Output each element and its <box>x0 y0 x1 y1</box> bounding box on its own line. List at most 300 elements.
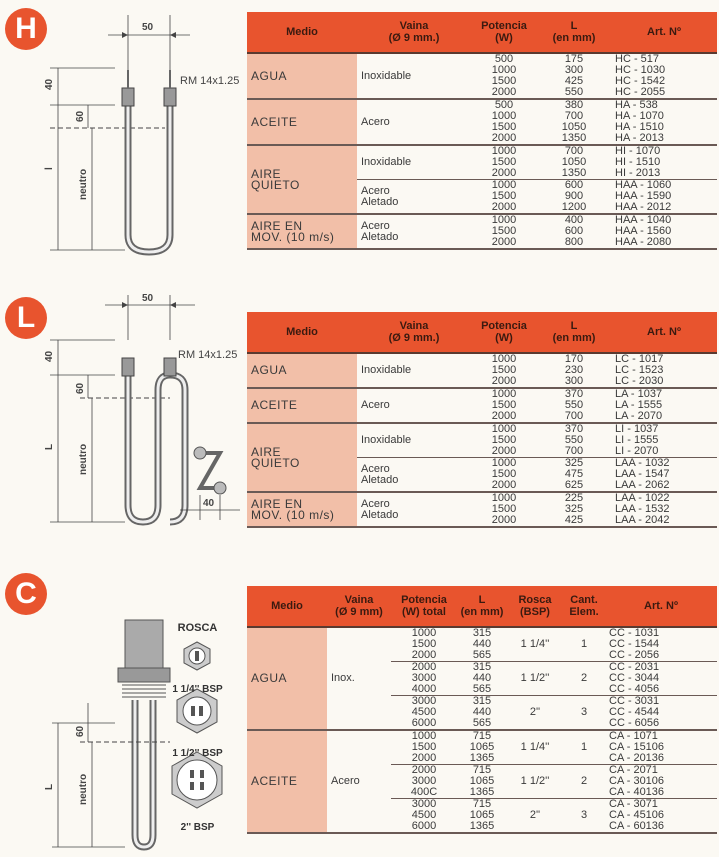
medio-label-line: MOV. (10 m/s) <box>251 507 335 522</box>
article-number-line: LC - 2030 <box>615 375 664 387</box>
article-number <box>615 424 713 457</box>
article-number-line: CC - 3031 <box>609 695 660 707</box>
vaina-label-line: Inoxidable <box>361 434 412 446</box>
potencia-cell <box>471 180 537 215</box>
article-cell <box>611 180 717 215</box>
vaina-label <box>361 71 467 82</box>
length-value-line: 475 <box>564 468 584 480</box>
article-cell <box>611 53 717 99</box>
potencia-value <box>395 628 453 661</box>
article-number-line: HAA - 2012 <box>615 201 672 213</box>
length-value <box>541 215 607 248</box>
rosca-cell: 1 1/4'' <box>507 627 563 662</box>
article-number-line: CC - 6056 <box>609 717 660 729</box>
length-value-line: 440 <box>472 706 492 718</box>
medio-label-line: AIRE EN <box>251 496 303 511</box>
section-c <box>0 560 719 857</box>
vaina-label <box>361 464 467 486</box>
article-number-line: CA - 20136 <box>609 752 665 764</box>
length-cell <box>537 53 611 99</box>
article-number-line: HAA - 1560 <box>615 225 672 237</box>
article-number-line: LC - 1017 <box>615 353 664 365</box>
article-number-line: HA - 1070 <box>615 110 664 122</box>
article-number-line: LAA - 2042 <box>615 514 670 526</box>
length-value-line: 1200 <box>561 201 587 213</box>
medio-label-line: AIRE EN <box>251 218 303 233</box>
potencia-value <box>395 799 453 832</box>
length-cell <box>537 388 611 423</box>
rosca-cell: 2'' <box>507 696 563 731</box>
quantity-cell: 3 <box>563 799 605 834</box>
potencia-value <box>475 458 533 491</box>
length-value-line: 325 <box>564 457 584 469</box>
article-cell <box>605 765 717 799</box>
length-value-line: 700 <box>564 145 584 157</box>
vaina-cell <box>357 388 471 423</box>
article-number-line: HA - 538 <box>615 99 658 111</box>
article-number-line: CA - 2071 <box>609 764 658 776</box>
section-h <box>0 0 719 285</box>
dim-gap: 60 <box>75 725 86 737</box>
length-value-line: 1365 <box>469 752 495 764</box>
article-cell <box>611 353 717 388</box>
potencia-value-line: 1000 <box>411 627 437 639</box>
vaina-cell <box>357 214 471 249</box>
length-cell <box>537 353 611 388</box>
article-cell <box>605 662 717 696</box>
article-number-line: CA - 15106 <box>609 741 665 753</box>
potencia-value <box>475 424 533 457</box>
vaina-cell <box>357 145 471 180</box>
potencia-value-line: 2000 <box>491 375 517 387</box>
vaina-label-line: Acero <box>361 184 390 197</box>
length-value-line: 1050 <box>561 121 587 133</box>
article-number <box>609 799 713 832</box>
col-art: Art. Nº <box>611 12 717 53</box>
length-value-line: 440 <box>472 672 492 684</box>
potencia-value-line: 2000 <box>491 514 517 526</box>
col-art: Art. Nº <box>605 586 717 627</box>
length-cell <box>457 662 507 696</box>
table-row <box>247 492 717 527</box>
length-value-line: 550 <box>564 86 584 98</box>
length-value-line: 625 <box>564 479 584 491</box>
potencia-value-line: 400C <box>410 786 438 798</box>
col-potencia: Potencia (W) <box>471 12 537 53</box>
table-row <box>247 627 717 662</box>
dim-gap: 60 <box>75 382 86 394</box>
article-number-line: HI - 2013 <box>615 167 661 179</box>
article-number-line: CC - 4544 <box>609 706 660 718</box>
spec-table-h <box>247 12 717 250</box>
vaina-label-line: Aletado <box>361 473 399 486</box>
medio-label-line: QUIETO <box>251 177 300 192</box>
potencia-value-line: 1000 <box>411 730 437 742</box>
potencia-value-line: 1000 <box>491 492 517 504</box>
length-value-line: 565 <box>472 649 492 661</box>
length-value-line: 425 <box>564 514 584 526</box>
length-value-line: 700 <box>564 110 584 122</box>
table-row <box>247 423 717 458</box>
potencia-value-line: 1500 <box>411 741 437 753</box>
length-value-line: 600 <box>564 225 584 237</box>
potencia-cell <box>391 799 457 834</box>
medio-cell <box>247 492 357 527</box>
length-value-line: 225 <box>564 492 584 504</box>
length-value-line: 325 <box>564 503 584 515</box>
potencia-value-line: 1000 <box>491 145 517 157</box>
length-value-line: 315 <box>472 695 492 707</box>
length-value-line: 370 <box>564 423 584 435</box>
article-number <box>609 765 713 798</box>
potencia-cell <box>471 492 537 527</box>
vaina-label <box>361 435 467 446</box>
length-value <box>461 628 503 661</box>
length-value-line: 370 <box>564 388 584 400</box>
length-value-line: 1365 <box>469 820 495 832</box>
potencia-value-line: 2000 <box>411 752 437 764</box>
vaina-label <box>331 673 387 684</box>
section-badge-h: H <box>5 8 47 50</box>
potencia-value-line: 1500 <box>491 190 517 202</box>
table-row <box>247 53 717 99</box>
article-cell <box>611 492 717 527</box>
article-number-line: LA - 1555 <box>615 399 663 411</box>
col-medio: Medio <box>247 586 327 627</box>
length-cell <box>457 765 507 799</box>
length-value-line: 565 <box>472 717 492 729</box>
potencia-value-line: 1500 <box>491 364 517 376</box>
length-value-line: 1365 <box>469 786 495 798</box>
col-medio: Medio <box>247 312 357 353</box>
article-number <box>609 662 713 695</box>
article-number-line: HA - 1510 <box>615 121 664 133</box>
length-value <box>541 458 607 491</box>
article-number-line: HA - 2013 <box>615 132 664 144</box>
medio-cell <box>247 730 327 833</box>
potencia-cell <box>391 765 457 799</box>
bsp-fittings <box>150 634 245 824</box>
medio-label-line: ACEITE <box>251 774 298 788</box>
dim-length: L <box>44 443 55 450</box>
article-number <box>615 458 713 491</box>
medio-cell <box>247 388 357 423</box>
potencia-cell <box>471 53 537 99</box>
table-row <box>247 99 717 145</box>
article-number <box>615 54 713 98</box>
potencia-value-line: 500 <box>494 53 514 65</box>
table-row <box>247 145 717 180</box>
length-value-line: 1350 <box>561 167 587 179</box>
potencia-value-line: 6000 <box>411 820 437 832</box>
thread-label: RM 14x1.25 <box>180 75 240 87</box>
article-number-line: HC - 517 <box>615 53 660 65</box>
article-cell <box>611 423 717 458</box>
length-value-line: 300 <box>564 64 584 76</box>
length-value <box>541 493 607 526</box>
article-number-line: LA - 2070 <box>615 410 663 422</box>
vaina-cell <box>357 423 471 458</box>
medio-label <box>251 776 323 787</box>
potencia-value-line: 1500 <box>491 399 517 411</box>
article-number-line: HC - 1542 <box>615 75 666 87</box>
quantity-cell: 2 <box>563 765 605 799</box>
potencia-value-line: 1500 <box>491 121 517 133</box>
potencia-value-line: 3000 <box>411 798 437 810</box>
article-number-line: HI - 1510 <box>615 156 661 168</box>
length-value <box>541 180 607 213</box>
potencia-value-line: 1000 <box>491 110 517 122</box>
potencia-value-line: 2000 <box>491 410 517 422</box>
potencia-cell <box>471 214 537 249</box>
potencia-value-line: 1500 <box>491 225 517 237</box>
bsp-label-1: 1 1/4'' BSP <box>172 684 223 695</box>
spec-table-l <box>247 312 717 528</box>
medio-label-line: MOV. (10 m/s) <box>251 229 335 244</box>
vaina-label <box>331 776 387 787</box>
col-l: L (en mm) <box>457 586 507 627</box>
medio-label <box>251 496 353 522</box>
potencia-value-line: 1000 <box>491 388 517 400</box>
vaina-label-line: Aletado <box>361 195 399 208</box>
potencia-value <box>475 493 533 526</box>
length-value <box>461 696 503 729</box>
vaina-label-line: Inoxidable <box>361 69 412 82</box>
potencia-value-line: 1000 <box>491 353 517 365</box>
length-cell <box>537 145 611 180</box>
potencia-value-line: 4500 <box>411 706 437 718</box>
potencia-value <box>475 54 533 98</box>
potencia-value-line: 2000 <box>491 479 517 491</box>
vaina-cell <box>327 627 391 730</box>
vaina-label <box>361 157 467 168</box>
medio-cell <box>247 353 357 388</box>
vaina-label-line: Acero <box>361 219 390 232</box>
table-header <box>247 312 717 353</box>
length-cell <box>537 423 611 458</box>
length-value-line: 380 <box>564 99 584 111</box>
vaina-label <box>361 499 467 521</box>
potencia-cell <box>471 423 537 458</box>
article-number-line: CA - 60136 <box>609 820 665 832</box>
length-value-line: 550 <box>564 399 584 411</box>
potencia-value-line: 6000 <box>411 717 437 729</box>
article-cell <box>605 799 717 834</box>
potencia-value <box>395 696 453 729</box>
quantity-cell: 1 <box>563 730 605 765</box>
article-number-line: HAA - 1040 <box>615 214 672 226</box>
length-value-line: 315 <box>472 627 492 639</box>
medio-cell <box>247 627 327 730</box>
vaina-label-line: Aletado <box>361 508 399 521</box>
article-number-line: LI - 1037 <box>615 423 659 435</box>
article-number-line: CC - 2031 <box>609 661 660 673</box>
medio-cell <box>247 145 357 214</box>
length-cell <box>457 799 507 834</box>
length-value-line: 715 <box>472 730 492 742</box>
article-cell <box>611 145 717 180</box>
potencia-value-line: 3000 <box>411 672 437 684</box>
col-l: L (en mm) <box>537 12 611 53</box>
article-number <box>615 493 713 526</box>
medio-label <box>251 673 323 684</box>
length-value <box>541 146 607 179</box>
vaina-label-line: Acero <box>361 115 390 128</box>
article-number-line: LAA - 1032 <box>615 457 670 469</box>
potencia-value <box>395 765 453 798</box>
potencia-value-line: 1000 <box>491 457 517 469</box>
potencia-value-line: 2000 <box>491 167 517 179</box>
potencia-value-line: 2000 <box>491 132 517 144</box>
quantity-cell: 1 <box>563 627 605 662</box>
length-value-line: 1050 <box>561 156 587 168</box>
length-value-line: 700 <box>564 410 584 422</box>
length-value <box>541 389 607 422</box>
article-number-line: LAA - 1547 <box>615 468 670 480</box>
length-value-line: 440 <box>472 638 492 650</box>
vaina-label-line: Inoxidable <box>361 364 412 376</box>
col-vaina: Vaina (Ø 9 mm.) <box>357 12 471 53</box>
spec-table-c <box>247 586 717 834</box>
length-value-line: 600 <box>564 179 584 191</box>
dim-width: 50 <box>142 293 154 304</box>
rosca-cell: 1 1/2'' <box>507 765 563 799</box>
vaina-label <box>361 117 467 128</box>
potencia-value-line: 3000 <box>411 695 437 707</box>
potencia-value-line: 1500 <box>491 503 517 515</box>
vaina-cell <box>357 353 471 388</box>
dim-neutral: neutro <box>78 773 89 805</box>
length-value-line: 700 <box>564 445 584 457</box>
potencia-cell <box>391 627 457 662</box>
potencia-value-line: 4000 <box>411 683 437 695</box>
vaina-label-line: Acero <box>361 462 390 475</box>
medio-label <box>251 444 353 470</box>
vaina-cell <box>357 458 471 493</box>
potencia-cell <box>471 458 537 493</box>
article-number-line: CC - 2056 <box>609 649 660 661</box>
article-number-line: LC - 1523 <box>615 364 664 376</box>
col-rosca: Rosca (BSP) <box>507 586 563 627</box>
length-cell <box>537 492 611 527</box>
length-cell <box>457 730 507 765</box>
potencia-value-line: 1000 <box>491 64 517 76</box>
article-number-line: LAA - 1532 <box>615 503 670 515</box>
medio-label <box>251 400 353 411</box>
potencia-cell <box>391 730 457 765</box>
medio-label-line: AIRE <box>251 444 282 459</box>
dim-side: 40 <box>203 498 215 509</box>
article-number-line: CA - 30106 <box>609 775 665 787</box>
medio-label <box>251 166 353 192</box>
vaina-label-line: Inox. <box>331 672 355 684</box>
article-number <box>615 100 713 144</box>
potencia-value <box>475 146 533 179</box>
table-row <box>247 730 717 765</box>
length-value-line: 1065 <box>469 741 495 753</box>
section-l <box>0 285 719 560</box>
table-header <box>247 12 717 53</box>
col-cant: Cant. Elem. <box>563 586 605 627</box>
medio-label-line: QUIETO <box>251 455 300 470</box>
potencia-cell <box>471 353 537 388</box>
potencia-value <box>475 389 533 422</box>
article-cell <box>605 696 717 731</box>
potencia-cell <box>471 99 537 145</box>
length-cell <box>537 99 611 145</box>
article-number-line: CA - 3071 <box>609 798 658 810</box>
vaina-cell <box>327 730 391 833</box>
bsp-label-3: 2'' BSP <box>180 822 215 833</box>
length-value <box>541 100 607 144</box>
length-value <box>541 54 607 98</box>
article-number-line: CC - 1031 <box>609 627 660 639</box>
vaina-cell <box>357 180 471 215</box>
vaina-cell <box>357 99 471 145</box>
article-number-line: CA - 45106 <box>609 809 665 821</box>
article-number-line: CC - 3044 <box>609 672 660 684</box>
article-number <box>615 180 713 213</box>
length-cell <box>457 627 507 662</box>
article-number <box>615 146 713 179</box>
table-row <box>247 214 717 249</box>
dim-gap: 60 <box>75 110 86 122</box>
vaina-label <box>361 221 467 243</box>
vaina-label-line: Aletado <box>361 230 399 243</box>
article-cell <box>611 99 717 145</box>
potencia-value-line: 2000 <box>491 86 517 98</box>
medio-label-line: AGUA <box>251 671 288 685</box>
potencia-value-line: 1000 <box>491 423 517 435</box>
article-number <box>615 389 713 422</box>
length-value-line: 425 <box>564 75 584 87</box>
dim-top: 40 <box>44 350 55 362</box>
vaina-cell <box>357 53 471 99</box>
bsp-label-2: 1 1/2'' BSP <box>172 748 223 759</box>
table-header <box>247 586 717 627</box>
article-number-line: LI - 1555 <box>615 434 659 446</box>
dim-neutral: neutro <box>78 168 89 200</box>
potencia-value-line: 4500 <box>411 809 437 821</box>
col-art: Art. Nº <box>611 312 717 353</box>
table-row <box>247 388 717 423</box>
potencia-cell <box>391 662 457 696</box>
article-number-line: LI - 2070 <box>615 445 659 457</box>
col-potencia: Potencia (W) <box>471 312 537 353</box>
medio-label-line: ACEITE <box>251 398 298 412</box>
col-vaina: Vaina (Ø 9 mm.) <box>357 312 471 353</box>
length-value <box>461 799 503 832</box>
rosca-cell: 2'' <box>507 799 563 834</box>
article-number-line: CA - 40136 <box>609 786 665 798</box>
article-number-line: LA - 1037 <box>615 388 663 400</box>
length-value-line: 175 <box>564 53 584 65</box>
potencia-value-line: 2000 <box>411 649 437 661</box>
medio-cell <box>247 99 357 145</box>
article-number <box>615 215 713 248</box>
dim-length: L <box>44 783 55 790</box>
article-number-line: CA - 1071 <box>609 730 658 742</box>
section-badge-l: L <box>5 297 47 339</box>
medio-label <box>251 218 353 244</box>
length-value-line: 565 <box>472 683 492 695</box>
dim-length: l <box>44 167 55 170</box>
section-badge-c: C <box>5 573 47 615</box>
table-row <box>247 353 717 388</box>
length-cell <box>537 458 611 493</box>
article-number-line: CC - 4056 <box>609 683 660 695</box>
medio-label-line: AIRE <box>251 166 282 181</box>
